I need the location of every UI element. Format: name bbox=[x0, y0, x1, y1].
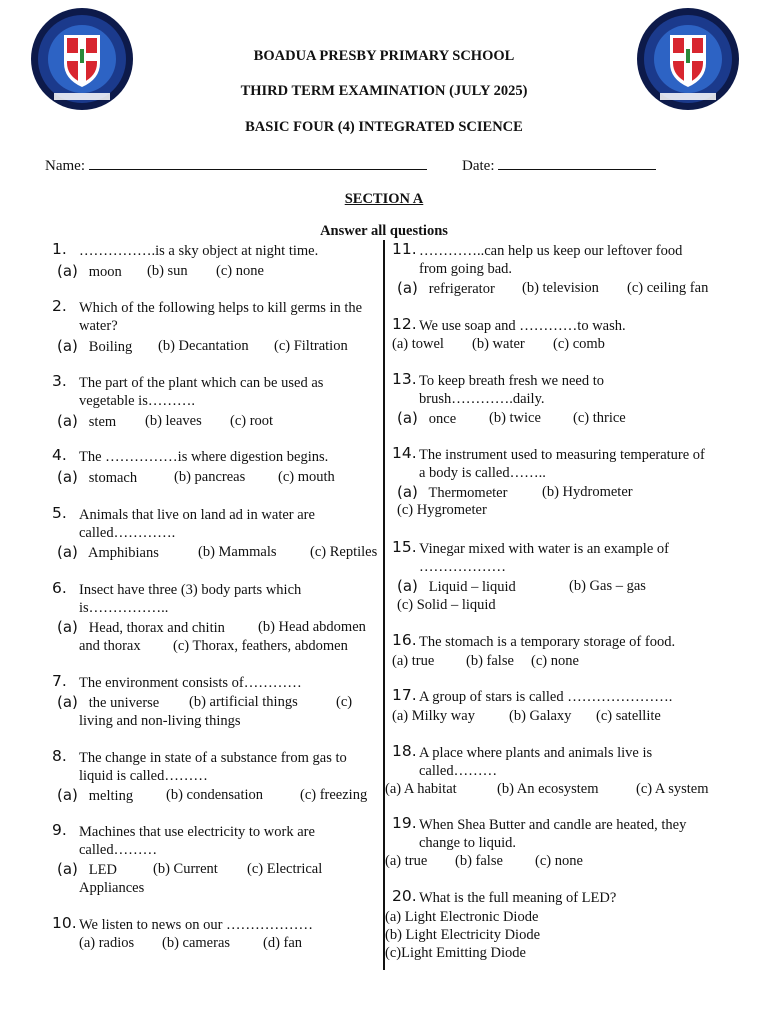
option-a: (a) Amphibians bbox=[57, 543, 159, 561]
option-c: (c) thrice bbox=[573, 410, 626, 426]
option-a: (a) Liquid – liquid bbox=[397, 577, 516, 595]
option-a: (a) LED bbox=[57, 860, 117, 878]
option-c: (c) Thorax, feathers, abdomen bbox=[173, 638, 348, 654]
option-c: (c) A system bbox=[636, 781, 709, 797]
option-a: (a) Boiling bbox=[57, 337, 133, 355]
option-b: (b) Decantation bbox=[158, 338, 249, 354]
option-b: (b) sun bbox=[147, 263, 188, 279]
option-c: (c) freezing bbox=[300, 787, 368, 803]
option-a: (a) the universe bbox=[57, 693, 160, 711]
option-b: (b) Head abdomen bbox=[258, 619, 366, 635]
section-title: SECTION A bbox=[344, 191, 424, 207]
option-b: (b) water bbox=[472, 336, 525, 352]
option-a: (a) radios bbox=[79, 935, 135, 951]
name-blank[interactable] bbox=[89, 155, 427, 170]
option-b: (b) twice bbox=[489, 410, 541, 426]
option-c: (c) none bbox=[531, 653, 579, 669]
option-a: (a) Milky way bbox=[392, 708, 475, 724]
option-c-continued: Appliances bbox=[79, 880, 145, 896]
option-b: (b) leaves bbox=[145, 413, 202, 429]
instruction: Answer all questions bbox=[320, 223, 448, 239]
option-c: (c) comb bbox=[553, 336, 605, 352]
option-b: (b) Current bbox=[153, 861, 218, 877]
option-c: (c) ceiling fan bbox=[627, 280, 709, 296]
option-a: (a) Thermometer bbox=[397, 483, 508, 501]
option-c: (c) root bbox=[230, 413, 274, 429]
option-c: (c) mouth bbox=[278, 469, 335, 485]
option-c: (c) bbox=[336, 694, 353, 710]
option-a: (a) true bbox=[392, 653, 435, 669]
option-a: (a) refrigerator bbox=[397, 279, 495, 297]
name-label: Name: bbox=[45, 158, 85, 174]
option-c: (c) Reptiles bbox=[310, 544, 378, 560]
date-blank[interactable] bbox=[498, 155, 656, 170]
option-b: (b) cameras bbox=[162, 935, 231, 951]
option-a: (a) stomach bbox=[57, 468, 138, 486]
option-b: (b) television bbox=[522, 280, 599, 296]
option-c: (c) Electrical bbox=[247, 861, 323, 877]
option-c: (c) Filtration bbox=[274, 338, 348, 354]
option-c-continued: living and non-living things bbox=[79, 713, 241, 729]
option-a: (a) Light Electronic Diode bbox=[385, 909, 539, 925]
option-b: (b) Mammals bbox=[198, 544, 277, 560]
option-b: (b) false bbox=[466, 653, 514, 669]
option-a: (a) stem bbox=[57, 412, 117, 430]
option-b-continued: and thorax bbox=[79, 638, 141, 654]
option-b: (b) Hydrometer bbox=[542, 484, 633, 500]
date-label: Date: bbox=[462, 158, 495, 174]
option-c: (c) none bbox=[535, 853, 583, 869]
option-b: (b) artificial things bbox=[189, 694, 298, 710]
option-a: (a) moon bbox=[57, 262, 122, 280]
option-c: (c)Light Emitting Diode bbox=[385, 945, 526, 961]
option-b: (b) Gas – gas bbox=[569, 578, 646, 594]
exam-title: THIRD TERM EXAMINATION (JULY 2025) bbox=[240, 83, 528, 99]
option-c: (c) Hygrometer bbox=[397, 502, 487, 518]
option-c: (d) fan bbox=[263, 935, 303, 951]
option-c: (c) Solid – liquid bbox=[397, 597, 496, 613]
date-field bbox=[462, 155, 656, 175]
option-a: (a) towel bbox=[392, 336, 444, 352]
option-b: (b) Light Electricity Diode bbox=[385, 927, 541, 943]
option-b: (b) pancreas bbox=[174, 469, 246, 485]
option-a: (a) A habitat bbox=[385, 781, 457, 797]
school-name: BOADUA PRESBY PRIMARY SCHOOL bbox=[253, 48, 515, 64]
name-field bbox=[45, 155, 427, 175]
option-b: (b) Galaxy bbox=[509, 708, 572, 724]
option-b: (b) condensation bbox=[166, 787, 264, 803]
option-a: (a) melting bbox=[57, 786, 134, 804]
option-b: (b) false bbox=[455, 853, 503, 869]
option-c: (c) satellite bbox=[596, 708, 661, 724]
option-a: (a) true bbox=[385, 853, 428, 869]
option-c: (c) none bbox=[216, 263, 264, 279]
subject-title: BASIC FOUR (4) INTEGRATED SCIENCE bbox=[245, 119, 523, 135]
option-a: (a) once bbox=[397, 409, 457, 427]
option-b: (b) An ecosystem bbox=[497, 781, 599, 797]
option-a: (a) Head, thorax and chitin bbox=[57, 618, 225, 636]
